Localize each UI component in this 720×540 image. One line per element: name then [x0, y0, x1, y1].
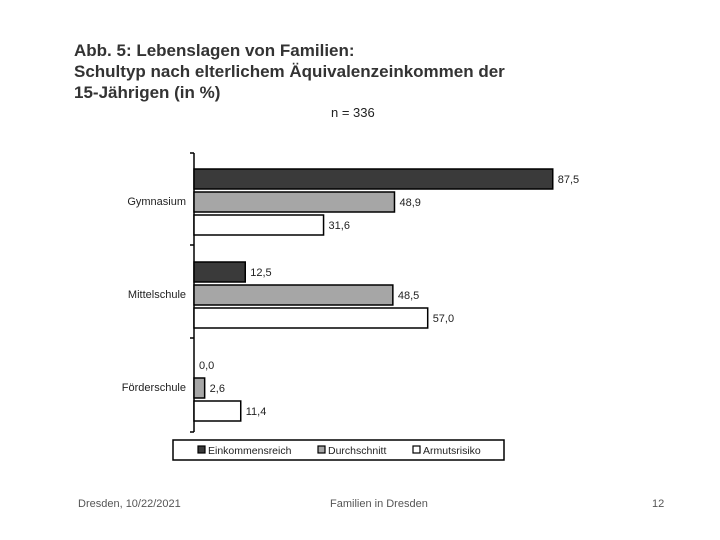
data-label: 48,5 — [397, 290, 420, 302]
data-label: 31,6 — [328, 220, 350, 232]
bar — [194, 285, 393, 305]
footer-date: Dresden, 10/22/2021 — [78, 498, 181, 510]
legend-label: Armutsrisiko — [423, 445, 481, 457]
title-line-1: Abb. 5: Lebenslagen von Familien: — [74, 41, 355, 60]
data-label: 57,0 — [432, 313, 455, 325]
category-label: Förderschule — [121, 382, 186, 394]
bar — [194, 169, 553, 189]
legend-swatch — [318, 446, 325, 453]
title-line-3: 15-Jährigen (in %) — [74, 83, 221, 102]
bar — [194, 378, 205, 398]
bar — [194, 192, 394, 212]
category-label: Gymnasium — [127, 196, 186, 208]
footer-center-text: Familien in Dresden — [330, 498, 428, 510]
bar — [194, 308, 428, 328]
legend-swatch — [198, 446, 205, 453]
page-number: 12 — [652, 498, 665, 510]
data-label: 11,4 — [245, 406, 267, 418]
data-label: 87,5 — [557, 174, 580, 186]
bar — [194, 401, 241, 421]
legend-swatch — [413, 446, 420, 453]
legend-label: Durchschnitt — [328, 445, 387, 457]
data-label: 48,9 — [399, 197, 421, 209]
bars-layer — [194, 169, 579, 421]
bar — [194, 215, 324, 235]
legend-label: Einkommensreich — [208, 445, 292, 457]
legend — [173, 440, 504, 460]
data-label: 0,0 — [199, 360, 215, 372]
data-label: 2,6 — [209, 383, 225, 395]
axis-layer — [122, 153, 194, 432]
sample-size-label: n = 336 — [331, 105, 375, 120]
bar — [194, 262, 245, 282]
data-label: 12,5 — [250, 267, 272, 279]
category-label: Mittelschule — [127, 289, 186, 301]
title-line-2: Schultyp nach elterlichem Äquivalenzeinkommen der — [74, 62, 505, 81]
